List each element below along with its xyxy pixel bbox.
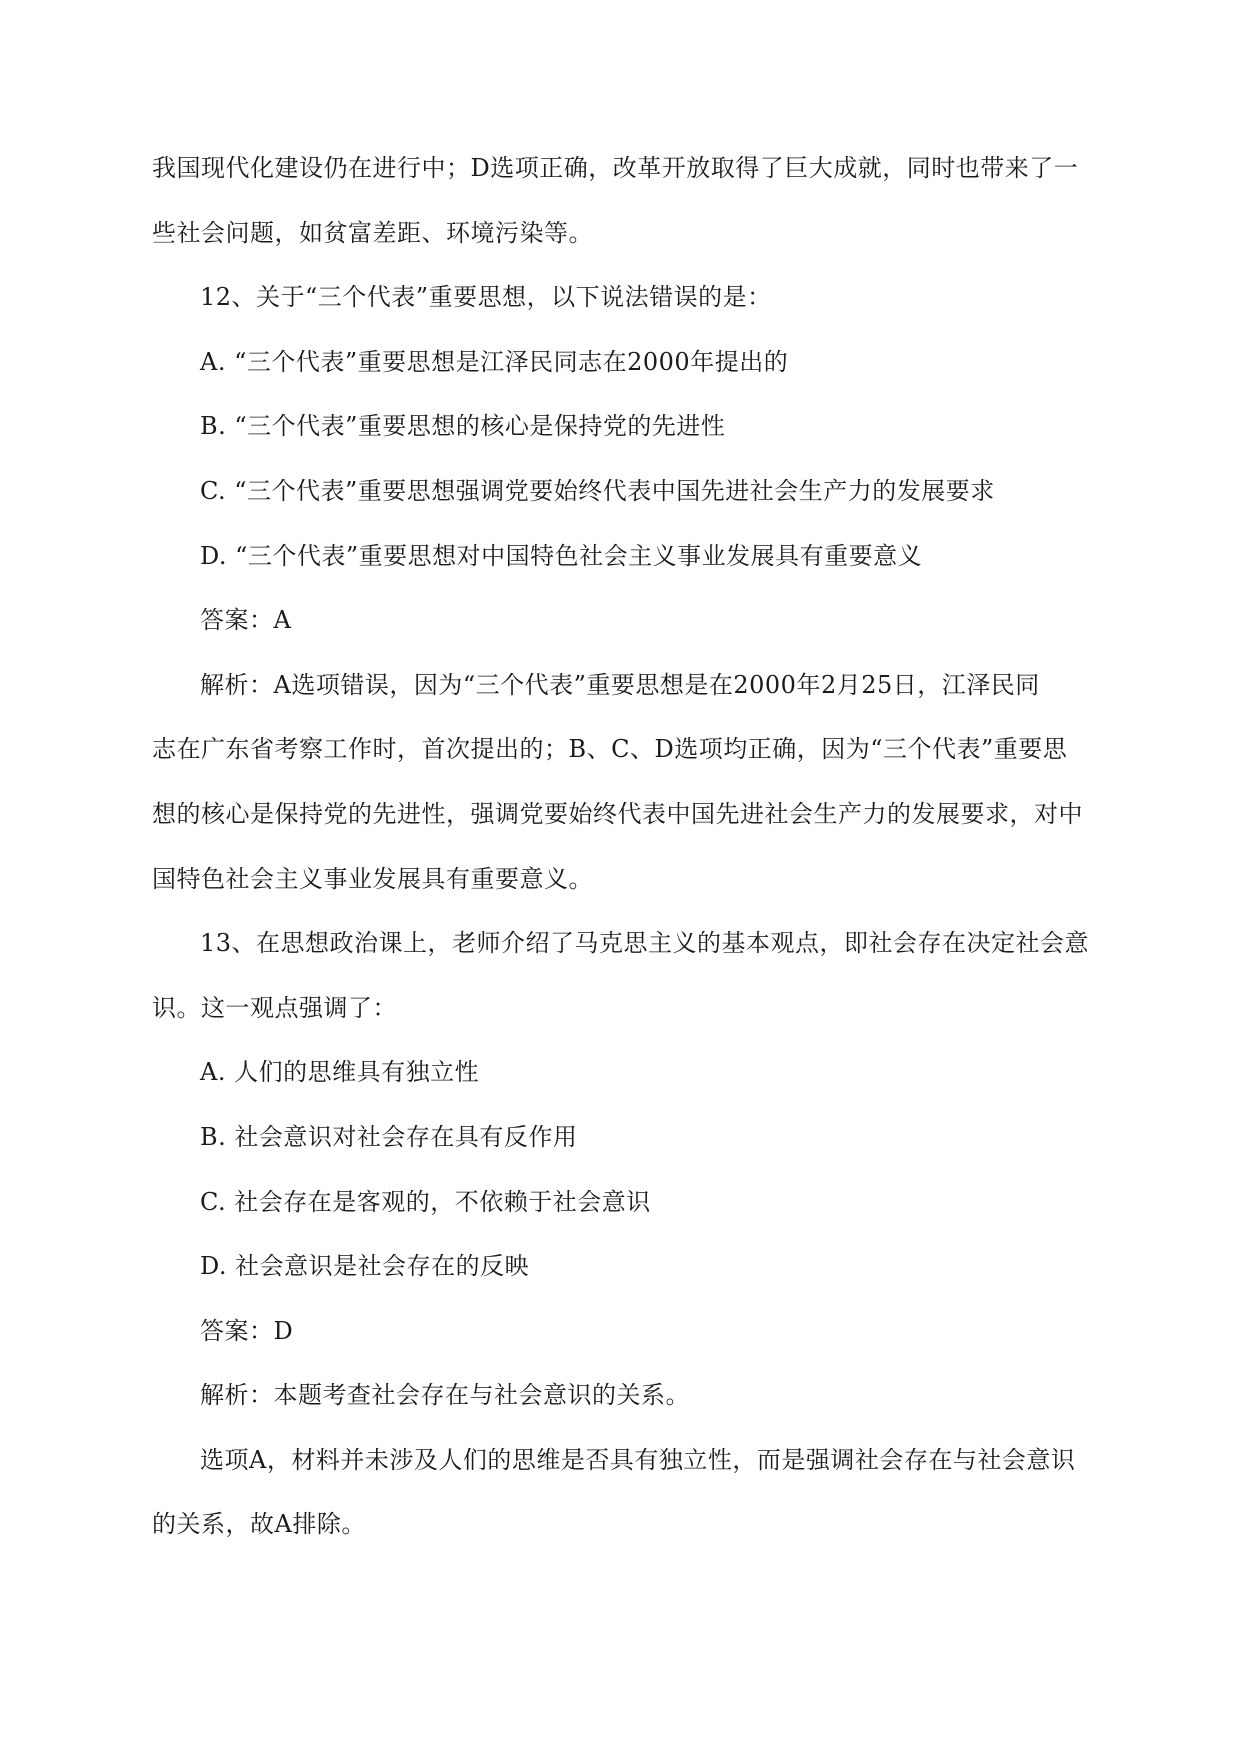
- question-12-option-d: D. “三个代表”重要思想对中国特色社会主义事业发展具有重要意义: [200, 541, 923, 570]
- document-body: [152, 136, 1092, 1557]
- text-line: 些社会问题，如贫富差距、环境污染等。: [152, 218, 593, 247]
- question-13-stem: 识。这一观点强调了：: [152, 993, 397, 1022]
- question-12-option-a: A. “三个代表”重要思想是江泽民同志在2000年提出的: [200, 347, 789, 376]
- question-13-analysis: 的关系，故A排除。: [152, 1510, 366, 1539]
- question-12-analysis: 国特色社会主义事业发展具有重要意义。: [152, 864, 593, 893]
- question-12-stem: 12、关于“三个代表”重要思想，以下说法错误的是：: [200, 283, 772, 312]
- question-12-option-b: B. “三个代表”重要思想的核心是保持党的先进性: [200, 412, 726, 441]
- question-12-analysis: 志在广东省考察工作时，首次提出的；B、C、D选项均正确，因为“三个代表”重要思: [152, 735, 1068, 764]
- question-13-answer: 答案：D: [200, 1316, 294, 1345]
- question-13-option-c: C. 社会存在是客观的，不依赖于社会意识: [200, 1187, 651, 1216]
- question-12-analysis: 想的核心是保持党的先进性，强调党要始终代表中国先进社会生产力的发展要求，对中: [152, 799, 1083, 828]
- question-13-option-a: A. 人们的思维具有独立性: [200, 1058, 480, 1087]
- question-12-option-c: C. “三个代表”重要思想强调党要始终代表中国先进社会生产力的发展要求: [200, 476, 995, 505]
- question-13-stem: 13、在思想政治课上，老师介绍了马克思主义的基本观点，即社会存在决定社会意: [200, 929, 1090, 958]
- question-13-analysis: 解析：本题考查社会存在与社会意识的关系。: [200, 1381, 690, 1410]
- question-12-analysis: 解析：A选项错误，因为“三个代表”重要思想是在2000年2月25日，江泽民同: [200, 670, 1040, 699]
- question-13-option-d: D. 社会意识是社会存在的反映: [200, 1252, 530, 1281]
- question-13-analysis: 选项A，材料并未涉及人们的思维是否具有独立性，而是强调社会存在与社会意识: [200, 1445, 1076, 1474]
- question-13-option-b: B. 社会意识对社会存在具有反作用: [200, 1122, 578, 1151]
- question-12-answer: 答案：A: [200, 606, 292, 635]
- text-line: 我国现代化建设仍在进行中；D选项正确，改革开放取得了巨大成就，同时也带来了一: [152, 154, 1079, 182]
